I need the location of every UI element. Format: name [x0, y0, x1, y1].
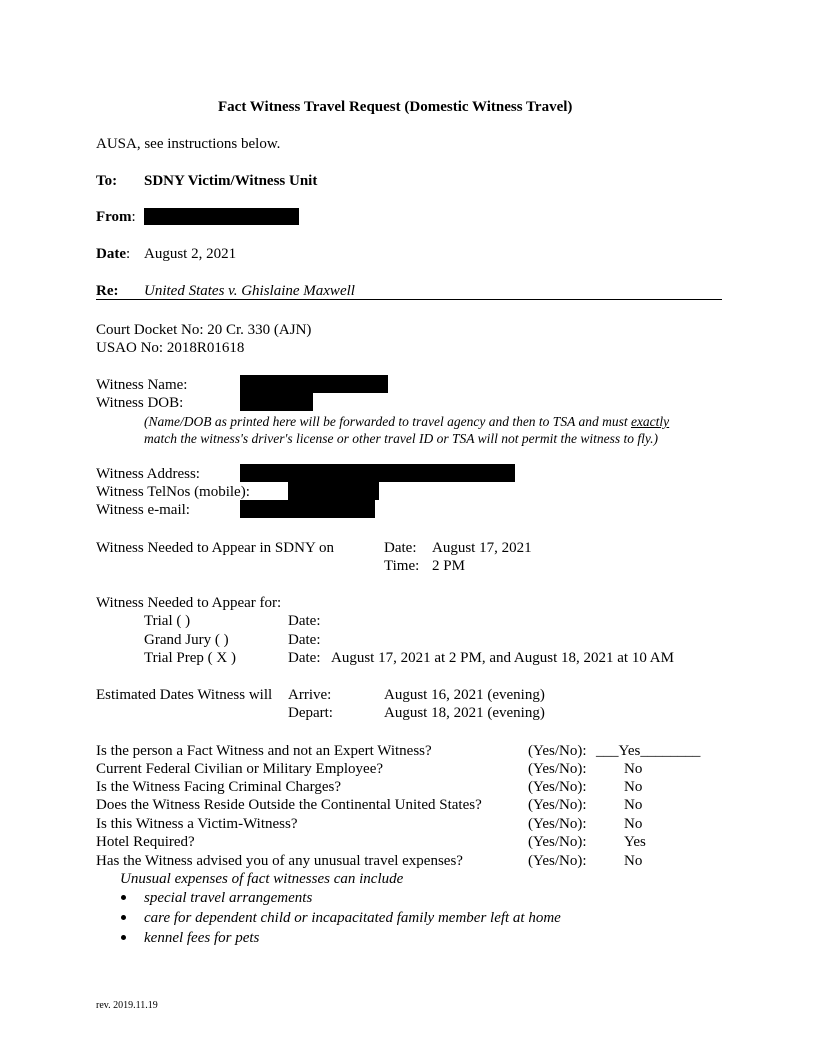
form-title: Fact Witness Travel Request (Domestic Witness Travel)	[218, 99, 573, 115]
appear-for-trial-prep-date-value: August 17, 2021 at 2 PM, and August 18, 2021 at 10 AM	[331, 650, 674, 666]
redaction-witness-address	[240, 464, 515, 482]
question-victim-witness-yn: (Yes/No):	[528, 816, 587, 832]
witness-name-label: Witness Name:	[96, 377, 188, 393]
question-federal-employee-yn: (Yes/No):	[528, 761, 587, 777]
appear-for-trial: Trial ( )	[144, 613, 191, 629]
note-emphasis: exactly	[630, 414, 670, 429]
depart-label: Depart:	[288, 705, 333, 721]
question-fact-witness-yn: (Yes/No):	[528, 743, 587, 759]
appear-time-label: Time:	[384, 558, 420, 574]
estimated-dates-label: Estimated Dates Witness will	[96, 687, 273, 703]
question-victim-witness: Is this Witness a Victim-Witness?	[96, 816, 298, 832]
arrive-value: August 16, 2021 (evening)	[384, 687, 545, 703]
unusual-expenses-intro: Unusual expenses of fact witnesses can include	[120, 871, 404, 887]
date-label-text: Date	[96, 246, 126, 262]
appear-for-trial-date-label: Date:	[288, 613, 321, 629]
question-reside-outside: Does the Witness Reside Outside the Continental United States?	[96, 797, 482, 813]
redaction-witness-name	[240, 375, 388, 393]
question-fact-witness: Is the person a Fact Witness and not an Expert Witness?	[96, 743, 432, 759]
unusual-item-travel: special travel arrangements	[144, 890, 313, 906]
appear-for-trial-prep: Trial Prep ( X )	[144, 650, 236, 666]
from-colon: :	[131, 209, 136, 225]
redaction-witness-dob	[240, 393, 313, 411]
question-unusual-expenses-yn: (Yes/No):	[528, 853, 587, 869]
redaction-from	[144, 208, 299, 225]
to-label: To:	[96, 173, 118, 189]
from-label	[96, 208, 136, 226]
bullet-icon	[121, 935, 126, 940]
redaction-witness-email	[240, 500, 375, 518]
revision-footer: rev. 2019.11.19	[96, 1000, 158, 1011]
witness-address-label: Witness Address:	[96, 466, 200, 482]
appear-for-label: Witness Needed to Appear for:	[96, 595, 282, 611]
question-fact-witness-answer: ___Yes________	[596, 743, 701, 759]
appear-for-grand-jury: Grand Jury ( )	[144, 632, 229, 648]
date-label	[96, 245, 130, 263]
question-criminal-charges: Is the Witness Facing Criminal Charges?	[96, 779, 342, 795]
re-value: United States v. Ghislaine Maxwell	[144, 283, 355, 299]
appear-time-value: 2 PM	[432, 558, 465, 574]
question-federal-employee: Current Federal Civilian or Military Employee?	[96, 761, 384, 777]
question-hotel-answer: Yes	[624, 834, 646, 850]
question-unusual-expenses-answer: No	[624, 853, 643, 869]
witness-email-label: Witness e-mail:	[96, 502, 190, 518]
witness-tel-label: Witness TelNos (mobile):	[96, 484, 250, 500]
question-reside-outside-answer: No	[624, 797, 643, 813]
re-label: Re:	[96, 283, 119, 299]
from-label-text: From	[96, 209, 132, 225]
instructions-line: AUSA, see instructions below.	[96, 136, 281, 152]
unusual-item-kennel: kennel fees for pets	[144, 930, 260, 946]
redaction-witness-tel	[288, 482, 379, 500]
name-dob-note-line1	[144, 413, 669, 430]
date-colon: :	[126, 246, 131, 262]
question-hotel-yn: (Yes/No):	[528, 834, 587, 850]
name-dob-note-line2: match the witness's driver's license or other travel ID or TSA will not permit the witness to fly.)	[144, 431, 658, 446]
appear-date-value: August 17, 2021	[432, 540, 532, 556]
date-value: August 2, 2021	[144, 246, 237, 262]
appear-for-trial-prep-date-label: Date:	[288, 650, 321, 666]
unusual-item-care: care for dependent child or incapacitated family member left at home	[144, 910, 561, 926]
arrive-label: Arrive:	[288, 687, 332, 703]
note-text: (Name/DOB as printed here will be forwarded to travel agency and then to TSA and must	[144, 414, 631, 429]
court-docket: Court Docket No: 20 Cr. 330 (AJN)	[96, 322, 312, 338]
usao-number: USAO No: 2018R01618	[96, 340, 245, 356]
depart-value: August 18, 2021 (evening)	[384, 705, 545, 721]
witness-dob-label: Witness DOB:	[96, 395, 184, 411]
question-criminal-charges-yn: (Yes/No):	[528, 779, 587, 795]
bullet-icon	[121, 895, 126, 900]
bullet-icon	[121, 915, 126, 920]
appear-for-grand-jury-date-label: Date:	[288, 632, 321, 648]
appear-date-label: Date:	[384, 540, 417, 556]
header-divider	[96, 299, 722, 300]
question-reside-outside-yn: (Yes/No):	[528, 797, 587, 813]
question-victim-witness-answer: No	[624, 816, 643, 832]
needed-in-sdny-label: Witness Needed to Appear in SDNY on	[96, 540, 334, 556]
question-federal-employee-answer: No	[624, 761, 643, 777]
question-criminal-charges-answer: No	[624, 779, 643, 795]
question-hotel: Hotel Required?	[96, 834, 195, 850]
to-value: SDNY Victim/Witness Unit	[144, 173, 318, 189]
question-unusual-expenses: Has the Witness advised you of any unusual travel expenses?	[96, 853, 463, 869]
